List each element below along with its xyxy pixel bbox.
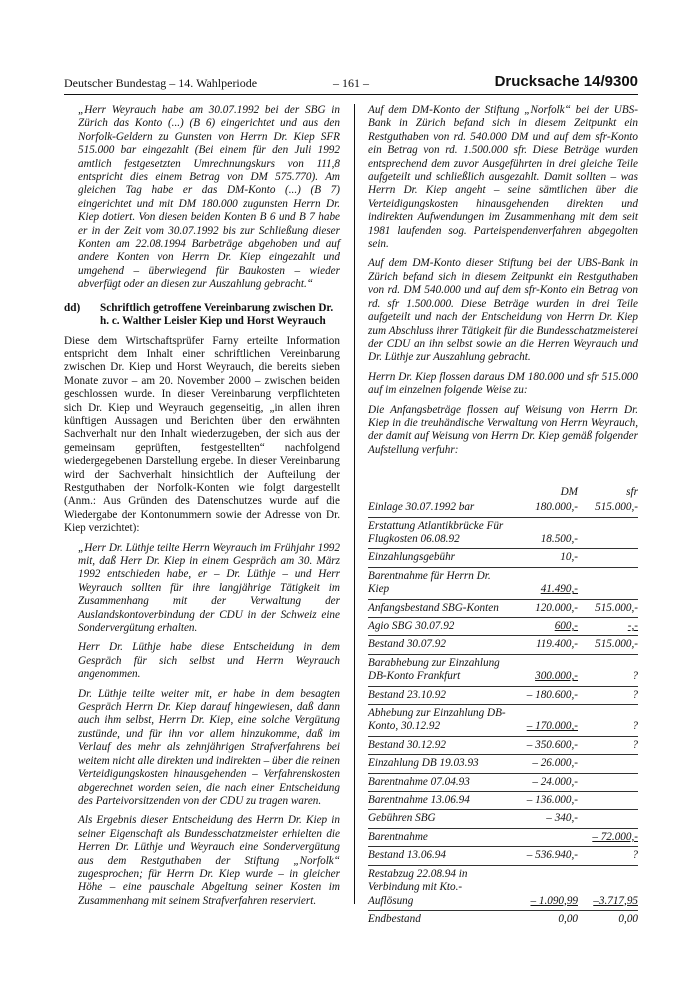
ledger-sfr: 515.000,- — [595, 501, 638, 514]
page-header — [64, 74, 638, 94]
ledger-dm: – 1.090,99 — [530, 894, 578, 907]
right-paragraph-2: Auf dem DM-Konto dieser Stiftung bei der UBS-Bank in Zürich befand sich in diesem Zeitpunkt ein Restguthaben von rd. DM 540.000 und auf dem sfr-Konto ein Betrag von rd. sfr 1.500.000. Diese Beträge wurden in drei Teile aufgeteilt und nach der Entscheidung von Herrn Dr. Kiep zum Abschluss ihrer Tätigkeit für die Bundesschatzmeisterei der CDU an ihn selbst sowie an die Herren Weyrauch und Dr. Lüthje zur Auszahlung gebracht. — [368, 257, 638, 364]
ledger-row — [368, 755, 638, 773]
quote-paragraph-3: Dr. Lüthje teilte weiter mit, er habe in dem besagten Gespräch Herrn Dr. Kiep darauf hingewiesen, daß dann auch ihm selbst, Herrn Dr. Kiep, eine solche Vergütung zustünde, und für ihn vor allem hinzukomme, daß im Verlauf des mehr als zehnjährigen Strafverfahrens bei weitem nicht alle direkten und indirekten – über die reinen Verteidigungskosten hinausgehenden – Verfahrenskosten abgerechnet worden seien, die nach einer Entscheidung des Parteivorsitzenden von der CDU zu tragen waren. — [78, 687, 340, 807]
ledger-sfr: – 72.000,- — [592, 830, 638, 843]
ledger-row — [368, 810, 638, 828]
ledger-dm: – 350.600,- — [526, 738, 578, 751]
right-paragraph-1: Auf dem DM-Konto der Stiftung „Norfolk“ bei der UBS-Bank in Zürich befand sich in diesem Zeitpunkt ein Restguthaben von rd. 540.000 DM und auf dem sfr-Konto ein Betrag von rd. 1.500.000 sfr. Diese Beträge wurden entsprechend dem zuvor Ausgeführten in drei gleiche Teile aufgeteilt und schließlich ausgezahlt. Damit sollten – was Herrn Dr. Kiep angeht – seine sämtlichen über die Verteidigungskosten hinausgehenden direkten und indirekten Aufwendungen im Zusammenhang mit dem seit 1981 laufenden sog. Parteispendenverfahren abgegolten sein. — [368, 104, 638, 251]
ledger-label: Bestand 13.06.94 — [368, 849, 446, 862]
ledger-label: Barentnahme 13.06.94 — [368, 794, 470, 807]
ledger-row — [368, 600, 638, 618]
ledger-row — [368, 636, 638, 654]
ledger-label: Barabhebung zur Einzahlung DB-Konto Frankfurt — [368, 656, 500, 683]
ledger-sfr: ? — [632, 849, 638, 862]
ledger-row — [368, 655, 638, 687]
ledger-label: Barentnahme für Herrn Dr. Kiep — [368, 569, 491, 596]
ledger-label: Barentnahme 07.04.93 — [368, 775, 470, 788]
ledger-dm: – 180.600,- — [526, 688, 578, 701]
ledger-sfr: ? — [632, 720, 638, 733]
ledger-row — [368, 911, 638, 928]
body-paragraph: Diese dem Wirtschaftsprüfer Farny erteilte Information entspricht dem Inhalt einer schriftlichen Vereinbarung zwischen Dr. Kiep und Horst Weyrauch, die bereits sieben Monate zuvor – am 20. November 2000 – zwischen beiden geschlossen wurde. In dieser Vereinbarung verpflichteten sich Dr. Kiep und Weyrauch gegenseitig, „in allen ihren künftigen Aussagen und Berichten über den erwähnten Sachverhalt nur den Inhalt wiederzugeben, der sich aus der gemeinsam geprüften, festgestellten“ nachfolgend wiedergegebenen Darstellung ergebe. In dieser Vereinbarung wird der Sachverhalt hinsichtlich der Aufteilung der Restguthaben der Norfolk-Konten wie folgt dargestellt (Anm.: Aus Gründen des Datenschutzes wurde auf die Wiedergabe der Kontonummern sowie der Adresse von Dr. Kiep verzichtet): — [64, 334, 340, 535]
document-number: Drucksache 14/9300 — [494, 73, 638, 90]
ledger-label: Restabzug 22.08.94 in Verbindung mit Kto.-Auflösung — [368, 867, 468, 907]
left-column — [64, 104, 340, 908]
ledger-dm: 18.500,- — [540, 532, 578, 545]
ledger-label: Endbestand — [368, 912, 421, 925]
ledger-row — [368, 499, 638, 517]
ledger-label: Anfangsbestand SBG-Konten — [368, 601, 499, 614]
ledger-dm: – 26.000,- — [532, 757, 578, 770]
ledger-dm: 180.000,- — [535, 501, 578, 514]
column-dm: DM — [560, 485, 578, 498]
ledger-sfr: ? — [632, 738, 638, 751]
ledger-label: Gebühren SBG — [368, 812, 436, 825]
right-paragraph-4: Die Anfangsbeträge flossen auf Weisung von Herrn Dr. Kiep in die treuhändische Verwaltung von Herrn Weyrauch, der damit auf Weisung von Herrn Dr. Kiep gemäß folgender Aufstellung verfuhr: — [368, 403, 638, 456]
section-title: Schriftlich getroffene Vereinbarung zwischen Dr. h. c. Walther Leisler Kiep und Horst Weyrauch — [100, 301, 334, 328]
ledger-row — [368, 549, 638, 567]
section-number: dd) — [64, 301, 81, 314]
ledger-row — [368, 518, 638, 550]
ledger-sfr: 0,00 — [618, 912, 638, 925]
quote-paragraph-4: Als Ergebnis dieser Entscheidung des Herrn Dr. Kiep in seiner Eigenschaft als Bundesschatzmeister erhielten die Herren Dr. Lüthje und Weyrauch eine Sondervergütung aus dem Restguthaben der Stiftung „Norfolk“ zugesprochen; für Herrn Dr. Kiep wurde – in gleicher Höhe – eine pauschale Abgeltung seiner Kosten im Zusammenhang mit seinem Strafverfahren reserviert. — [78, 814, 340, 907]
quote-paragraph-1: „Herr Dr. Lüthje teilte Herrn Weyrauch im Frühjahr 1992 mit, daß Herr Dr. Kiep in einem Gespräch am 30. März 1992 entschieden habe, er – Dr. Lüthje – und Herr Weyrauch sollten für ihre langjährige Tätigkeit im Zusammenhang mit der Verwaltung der Auslandskontoverbindung der CDU in der Schweiz eine Sondervergütung erhalten. — [78, 541, 340, 635]
ledger-label: Barentnahme — [368, 830, 428, 843]
ledger-dm: 300.000,- — [535, 670, 578, 683]
column-sfr: sfr — [626, 485, 638, 498]
ledger-dm: 10,- — [560, 551, 578, 564]
ledger-label: Einzahlungsgebühr — [368, 551, 456, 564]
page-number: – 161 – — [333, 76, 369, 90]
ledger-table — [368, 469, 638, 928]
ledger-sfr: 515.000,- — [595, 638, 638, 651]
ledger-dm: 0,00 — [558, 912, 578, 925]
ledger-row — [368, 687, 638, 705]
ledger-label: Einzahlung DB 19.03.93 — [368, 757, 479, 770]
ledger-dm: 41.490,- — [540, 583, 578, 596]
right-paragraph-3: Herrn Dr. Kiep flossen daraus DM 180.000 und sfr 515.000 auf im einzelnen folgende Weise zu: — [368, 370, 638, 397]
ledger-sfr: -,- — [627, 620, 638, 632]
ledger-dm: 120.000,- — [535, 601, 578, 614]
ledger-sfr: ? — [632, 688, 638, 701]
ledger-label: Erstattung Atlantikbrücke Für Flugkosten 06.08.92 — [368, 519, 504, 545]
ledger-label: Bestand 30.07.92 — [368, 638, 446, 651]
ledger-dm: – 24.000,- — [532, 775, 578, 788]
ledger-row — [368, 866, 638, 911]
column-divider — [354, 104, 355, 904]
ledger-dm: 600,- — [554, 620, 578, 632]
header-rule — [64, 94, 638, 95]
ledger-label: Agio SBG 30.07.92 — [368, 620, 455, 632]
right-column — [368, 104, 638, 928]
ledger-dm: – 136.000,- — [526, 794, 578, 807]
ledger-sfr: 515.000,- — [595, 601, 638, 614]
ledger-dm: 119.400,- — [535, 638, 578, 651]
ledger-row — [368, 792, 638, 810]
ledger-row — [368, 774, 638, 792]
ledger-row — [368, 568, 638, 600]
ledger-row — [368, 618, 638, 636]
ledger-dm: – 340,- — [546, 812, 578, 825]
ledger-row — [368, 737, 638, 755]
quote-paragraph-2: Herr Dr. Lüthje habe diese Entscheidung in dem Gespräch für sich selbst und Herrn Weyrauch angenommen. — [78, 641, 340, 681]
ledger-dm: – 536.940,- — [526, 849, 578, 862]
ledger-label: Abhebung zur Einzahlung DB-Konto, 30.12.92 — [368, 707, 506, 733]
ledger-label: Bestand 23.10.92 — [368, 688, 446, 701]
ledger-row — [368, 847, 638, 865]
quote-weyrauch: „Herr Weyrauch habe am 30.07.1992 bei der SBG in Zürich das Konto (...) (B 6) eingerichtet und aus den Norfolk-Geldern zu Gunsten von Herrn Dr. Kiep SFR 515.000 bar eingezahlt (Bei einem für den Juli 1992 amtlich festgesetzten Umrechnungskurs von 111,8 entspricht dies einem Betrag von DM 575.770). Am gleichen Tag habe er das DM-Konto (...) (B 7) eingerichtet und mit DM 180.000 zugunsten Herrn Dr. Kiep dotiert. Von diesen beiden Konten B 6 und B 7 habe er in der Zeit vom 30.07.1992 bis zur Schließung dieser Konten am 22.08.1994 Barbeträge abgehoben und auf andere Konten von Herrn Dr. Kiep eingezahlt und umgehend – überwiegend für Baukosten – wieder abverfügt oder an diesen zur Auszahlung gebracht.“ — [78, 104, 340, 291]
header-publication: Deutscher Bundestag – 14. Wahlperiode — [64, 76, 258, 90]
ledger-label: Bestand 30.12.92 — [368, 738, 446, 751]
section-heading — [64, 302, 340, 329]
ledger-sfr: –3.717,95 — [593, 894, 638, 907]
ledger-sfr: ? — [632, 670, 638, 683]
ledger-rows — [368, 499, 638, 928]
ledger-row — [368, 705, 638, 737]
ledger-label: Einlage 30.07.1992 bar — [368, 501, 475, 514]
ledger-header — [368, 469, 638, 499]
ledger-row — [368, 829, 638, 847]
ledger-dm: – 170.000,- — [526, 720, 578, 733]
